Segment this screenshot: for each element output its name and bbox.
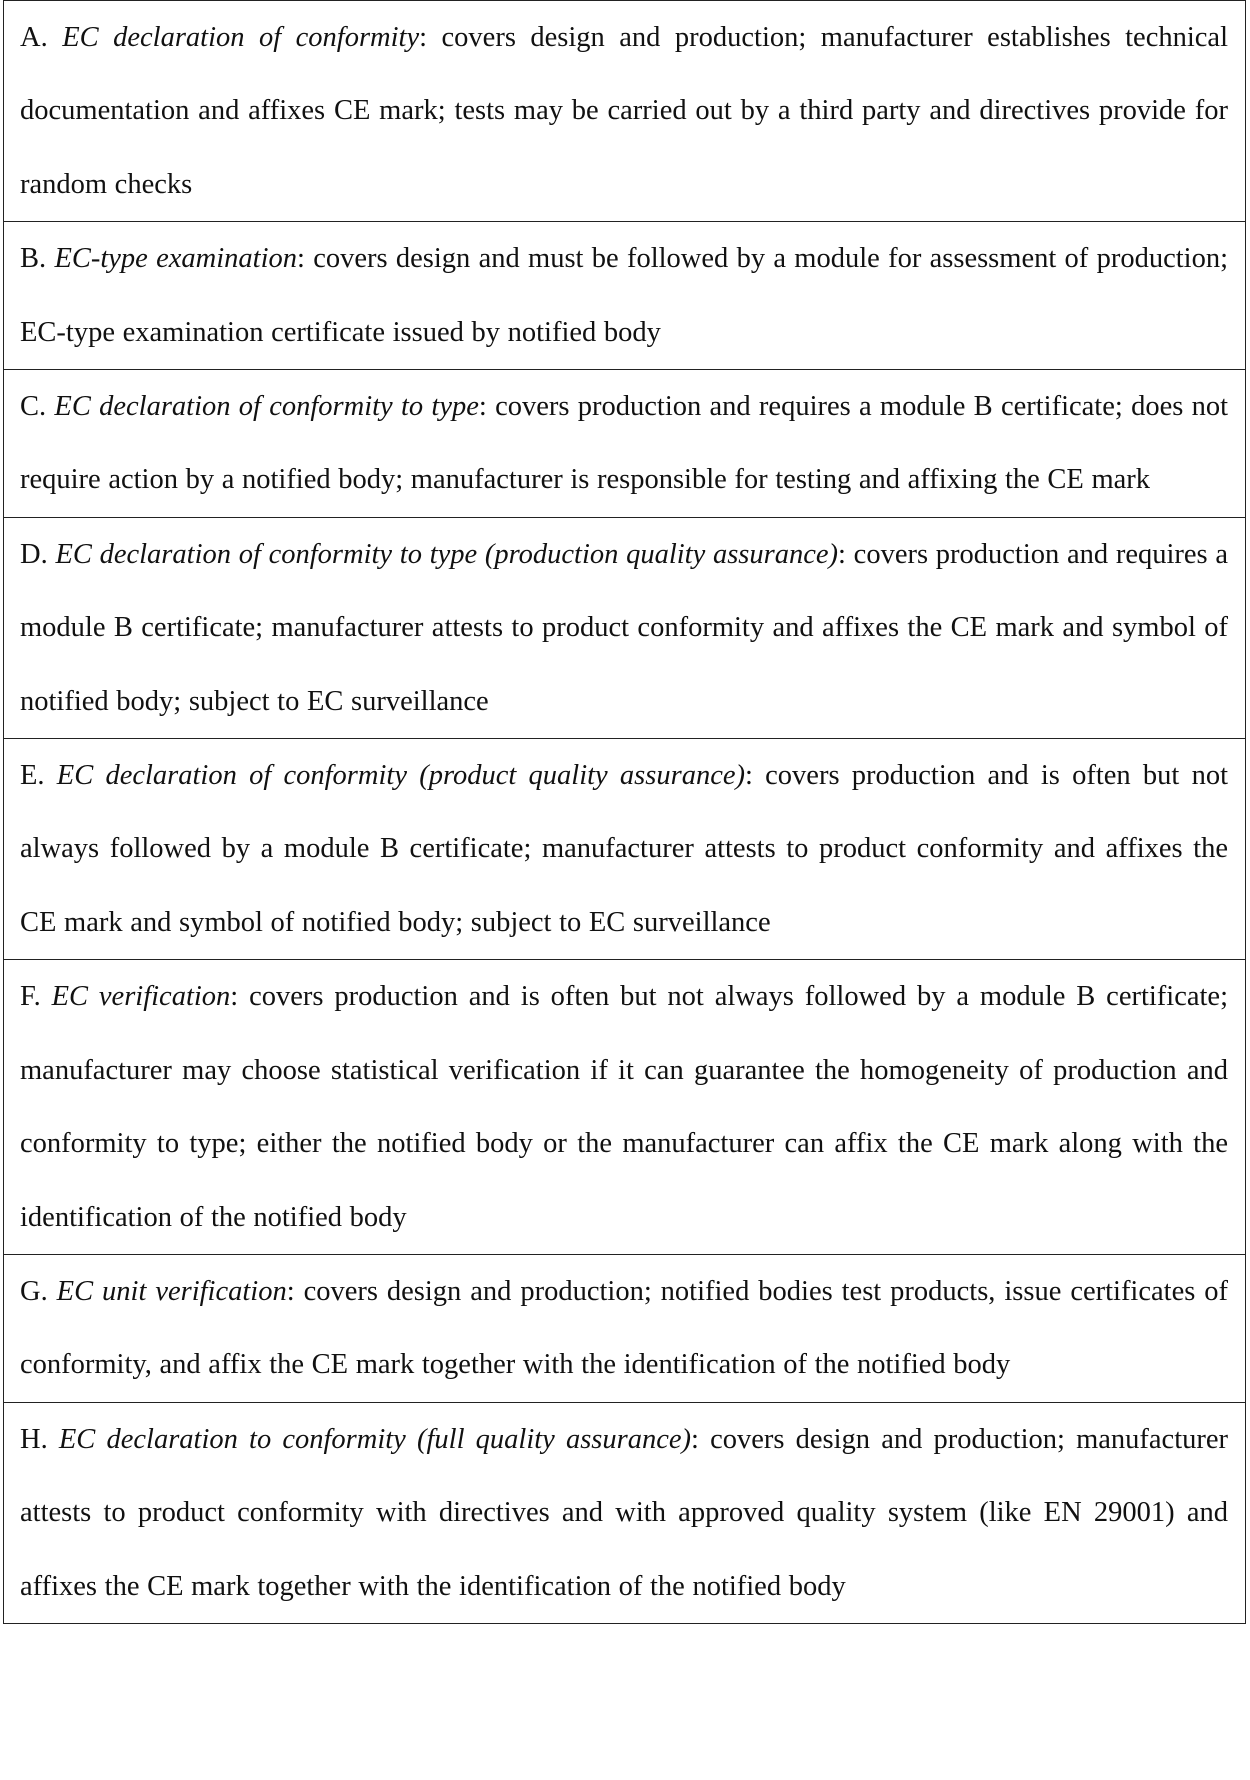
module-letter: B. — [20, 243, 47, 275]
module-description: : covers design and must be followed by a module for assessment of production; EC-type examination certificate issued by notified body — [20, 243, 1228, 348]
module-description: : covers production and is often but not always followed by a module B certificate; manufacturer attests to product conformity and affixes the CE mark and symbol of notified body; subject to EC surveillance — [20, 760, 1228, 938]
module-name: EC verification — [51, 981, 231, 1013]
module-letter: E. — [20, 760, 45, 792]
table-row — [4, 739, 1246, 960]
module-description: : covers production and is often but not always followed by a module B certificate; manufacturer may choose statistical verification if it can guarantee the homogeneity of production and conformity to type; either the notified body or the manufacturer can affix the CE mark along with the identification of the notified body — [20, 981, 1228, 1233]
table-row — [4, 222, 1246, 370]
conformity-modules-table — [3, 0, 1246, 1624]
module-letter: D. — [20, 538, 48, 570]
module-f-cell — [4, 960, 1246, 1255]
module-description: : covers production and requires a module B certificate; does not require action by a notified body; manufacturer is responsible for testing and affixing the CE mark — [20, 391, 1229, 496]
table-row — [4, 1402, 1246, 1623]
module-letter: C. — [20, 391, 47, 423]
module-name: EC declaration of conformity to type (production quality assurance) — [55, 538, 839, 570]
module-name: EC unit verification — [56, 1275, 287, 1307]
module-description: : covers design and production; manufacturer establishes technical documentation and affixes CE mark; tests may be carried out by a third party and directives provide for random checks — [20, 22, 1228, 200]
table-row — [4, 960, 1246, 1255]
module-a-cell — [4, 1, 1246, 222]
table-row — [4, 517, 1246, 738]
module-e-cell — [4, 739, 1246, 960]
module-name: EC-type examination — [54, 243, 297, 275]
module-name: EC declaration of conformity to type — [54, 391, 479, 423]
module-description: : covers production and requires a module B certificate; manufacturer attests to product conformity and affixes the CE mark and symbol of notified body; subject to EC surveillance — [20, 538, 1229, 717]
module-d-cell — [4, 517, 1246, 738]
module-name: EC declaration of conformity (product quality assurance) — [56, 760, 745, 792]
table-row — [4, 370, 1246, 518]
module-description: : covers design and production; notified bodies test products, issue certificates of conformity, and affix the CE mark together with the identification of the notified body — [20, 1275, 1228, 1381]
module-name: EC declaration to conformity (full quality assurance) — [58, 1423, 692, 1455]
module-h-cell — [4, 1402, 1246, 1623]
module-description: : covers design and production; manufacturer attests to product conformity with directives and with approved quality system (like EN 29001) and affixes the CE mark together with the identification of the notified body — [20, 1423, 1228, 1602]
table-row — [4, 1254, 1246, 1402]
module-b-cell — [4, 222, 1246, 370]
module-letter: A. — [20, 22, 48, 53]
module-letter: H. — [20, 1423, 48, 1455]
table-row — [4, 1, 1246, 222]
module-c-cell — [4, 370, 1246, 518]
module-g-cell — [4, 1254, 1246, 1402]
module-letter: G. — [20, 1275, 48, 1307]
module-name: EC declaration of conformity — [62, 22, 420, 53]
module-letter: F. — [20, 981, 41, 1013]
